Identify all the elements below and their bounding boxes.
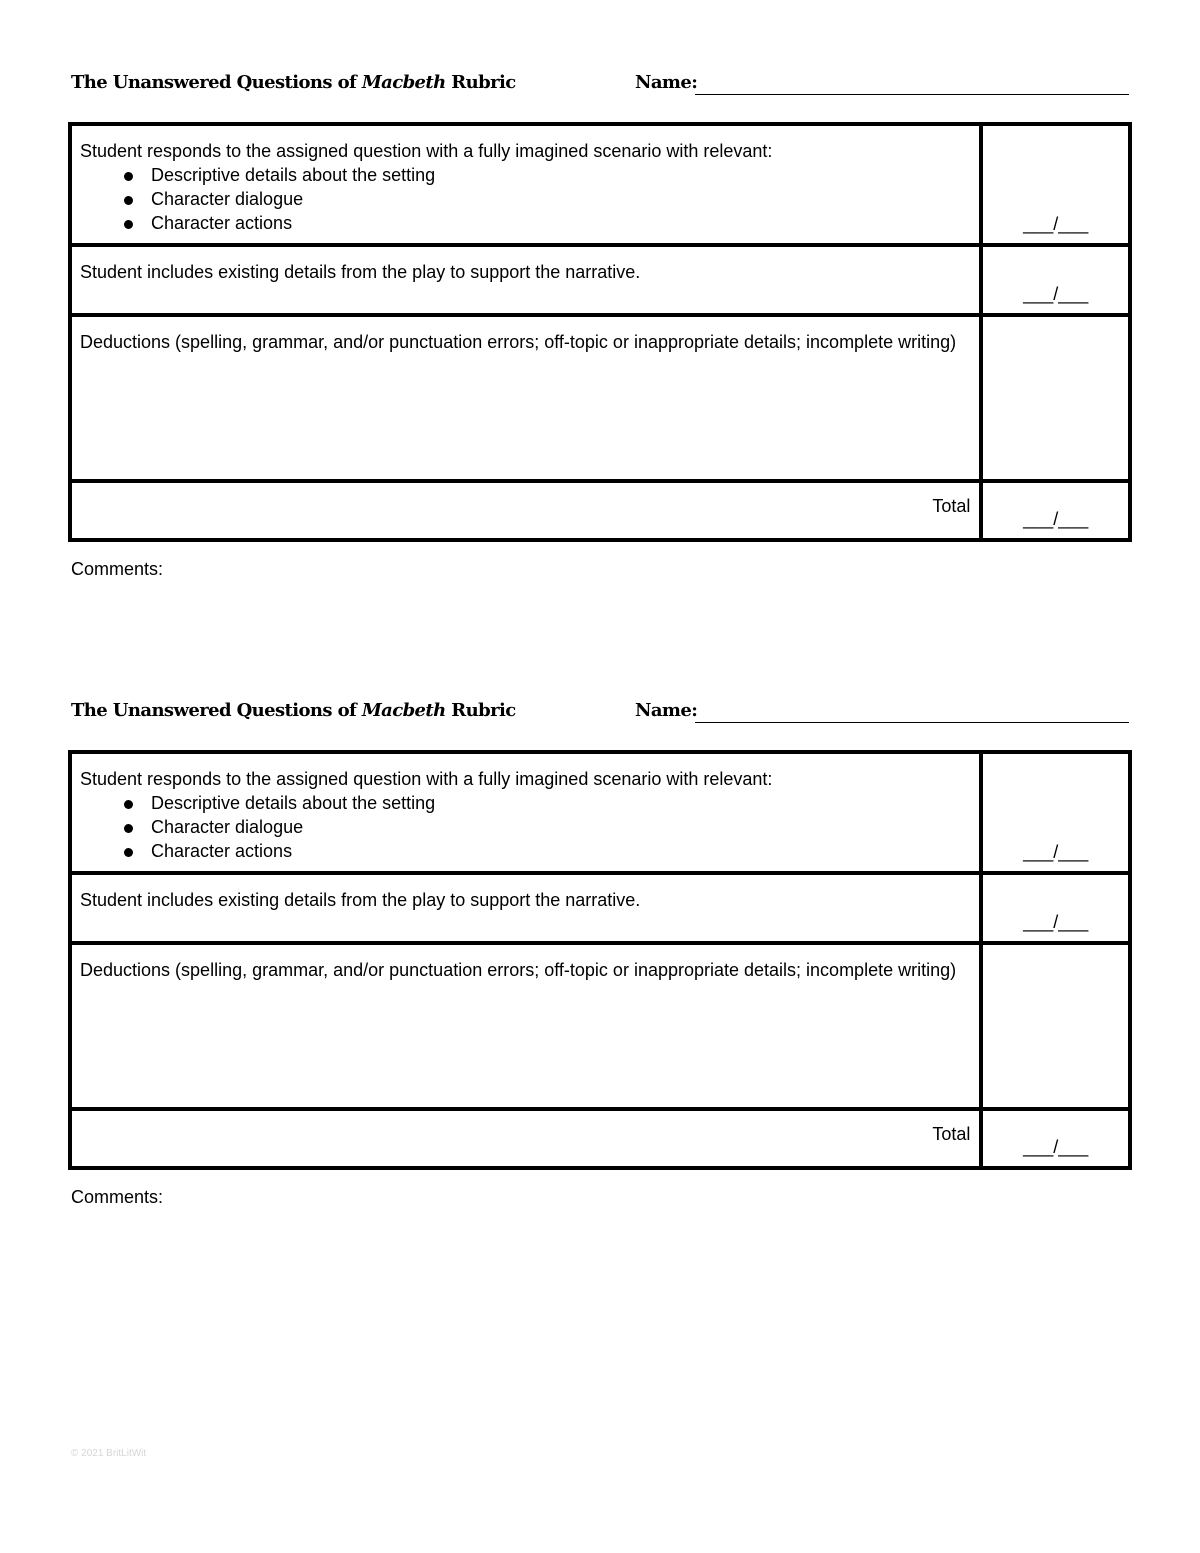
criterion-row bbox=[70, 873, 1130, 943]
deductions-score-cell[interactable] bbox=[981, 315, 1130, 481]
score-blank: ___/___ bbox=[1023, 284, 1089, 304]
title-prefix: The Unanswered Questions of bbox=[71, 72, 357, 93]
rubric-table bbox=[68, 122, 1132, 542]
deductions-row bbox=[70, 943, 1130, 1109]
total-row bbox=[70, 1109, 1130, 1168]
name-field-line[interactable] bbox=[695, 94, 1129, 95]
total-label: Total bbox=[70, 481, 981, 540]
deductions-score-cell[interactable] bbox=[981, 943, 1130, 1109]
total-score: ___/___ bbox=[1023, 509, 1089, 529]
name-label: Name: bbox=[635, 700, 698, 721]
score-blank: ___/___ bbox=[1023, 214, 1089, 234]
rubric-title bbox=[71, 72, 516, 93]
deductions-row bbox=[70, 315, 1130, 481]
score-cell[interactable] bbox=[981, 873, 1130, 943]
criterion-bullets bbox=[80, 163, 971, 235]
criterion-row bbox=[70, 752, 1130, 873]
score-cell[interactable] bbox=[981, 124, 1130, 245]
total-score: ___/___ bbox=[1023, 1137, 1089, 1157]
total-score-cell[interactable] bbox=[981, 1109, 1130, 1168]
criterion-cell bbox=[70, 124, 981, 245]
copyright-footer: © 2021 BritLitWit bbox=[71, 1448, 147, 1459]
bullet-item: Character actions bbox=[80, 211, 971, 235]
rubric-title bbox=[71, 700, 516, 721]
criterion-text: Student includes existing details from the play to support the narrative. bbox=[80, 890, 641, 910]
bullet-item: Character dialogue bbox=[80, 187, 971, 211]
comments-label: Comments: bbox=[71, 1187, 164, 1207]
criterion-text: Student responds to the assigned question with a fully imagined scenario with relevant: bbox=[80, 769, 773, 789]
name-field-line[interactable] bbox=[695, 722, 1129, 723]
deductions-cell bbox=[70, 943, 981, 1109]
total-score-cell[interactable] bbox=[981, 481, 1130, 540]
criterion-cell bbox=[70, 245, 981, 315]
bullet-item: Character actions bbox=[80, 839, 971, 863]
deductions-cell bbox=[70, 315, 981, 481]
criterion-text: Student responds to the assigned question with a fully imagined scenario with relevant: bbox=[80, 141, 773, 161]
bullet-item: Descriptive details about the setting bbox=[80, 163, 971, 187]
title-suffix: Rubric bbox=[451, 700, 516, 721]
criterion-text: Student includes existing details from the play to support the narrative. bbox=[80, 262, 641, 282]
total-row bbox=[70, 481, 1130, 540]
rubric-header bbox=[71, 700, 1129, 728]
title-prefix: The Unanswered Questions of bbox=[71, 700, 357, 721]
bullet-item: Descriptive details about the setting bbox=[80, 791, 971, 815]
title-italic: Macbeth bbox=[361, 700, 446, 721]
rubric-header bbox=[71, 72, 1129, 100]
bullet-item: Character dialogue bbox=[80, 815, 971, 839]
score-blank: ___/___ bbox=[1023, 912, 1089, 932]
score-cell[interactable] bbox=[981, 752, 1130, 873]
criterion-bullets bbox=[80, 791, 971, 863]
deductions-text: Deductions (spelling, grammar, and/or punctuation errors; off-topic or inappropriate details; incomplete writing) bbox=[80, 960, 957, 980]
comments-label: Comments: bbox=[71, 559, 164, 579]
title-suffix: Rubric bbox=[451, 72, 516, 93]
score-cell[interactable] bbox=[981, 245, 1130, 315]
deductions-text: Deductions (spelling, grammar, and/or punctuation errors; off-topic or inappropriate details; incomplete writing) bbox=[80, 332, 957, 352]
score-blank: ___/___ bbox=[1023, 842, 1089, 862]
name-label: Name: bbox=[635, 72, 698, 93]
rubric-table bbox=[68, 750, 1132, 1170]
title-italic: Macbeth bbox=[361, 72, 446, 93]
criterion-row bbox=[70, 124, 1130, 245]
criterion-cell bbox=[70, 752, 981, 873]
total-label: Total bbox=[70, 1109, 981, 1168]
criterion-cell bbox=[70, 873, 981, 943]
criterion-row bbox=[70, 245, 1130, 315]
